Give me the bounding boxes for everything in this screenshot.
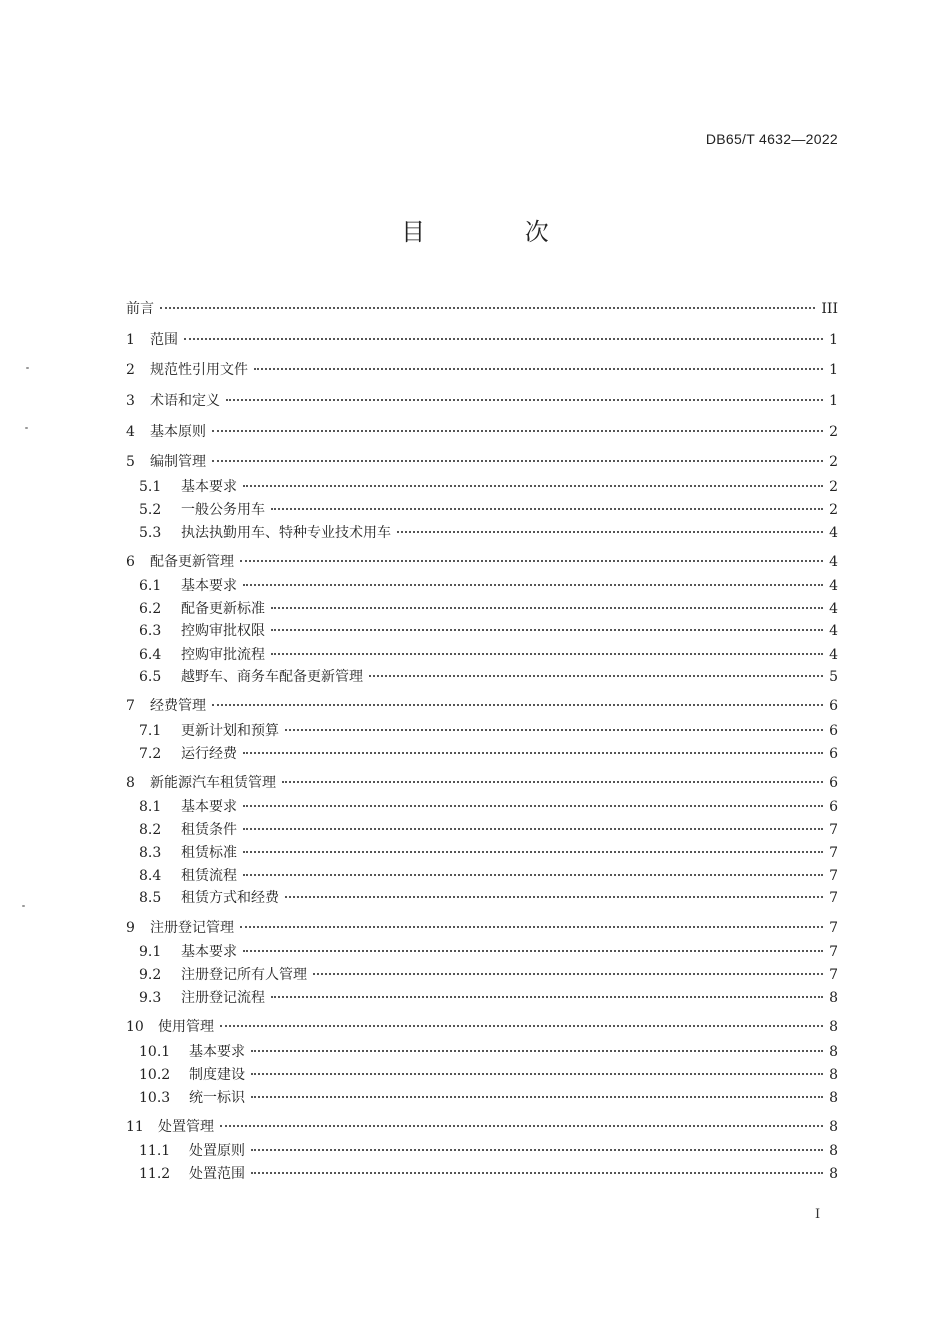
toc-entry-label: 基本要求 [181, 479, 237, 495]
toc-entry[interactable] [139, 744, 838, 764]
toc-entry-page: 2 [829, 454, 838, 470]
toc-entry-number: 9.2 [139, 967, 162, 983]
toc-dot-leader [251, 1096, 823, 1098]
toc-entry-page: 7 [829, 920, 838, 936]
toc-entry[interactable] [139, 523, 838, 543]
toc-entry-number: 7 [126, 698, 135, 714]
toc-entry-label: 基本原则 [150, 424, 206, 440]
toc-entry-label: 执法执勤用车、特种专业技术用车 [181, 525, 391, 541]
toc-dot-leader [243, 805, 823, 807]
toc-entry-page: 8 [829, 1067, 838, 1083]
toc-entry-number: 8.4 [139, 868, 162, 884]
scan-speck [25, 427, 28, 429]
toc-entry[interactable] [139, 988, 838, 1008]
toc-dot-leader [285, 896, 823, 898]
toc-entry-page: 6 [829, 698, 838, 714]
toc-dot-leader [369, 675, 823, 677]
toc-entry[interactable] [139, 621, 838, 641]
toc-entry[interactable] [139, 1042, 838, 1062]
toc-entry-label: 处置范围 [189, 1166, 245, 1182]
toc-entry-page: 8 [829, 1044, 838, 1060]
toc-entry-page: 1 [829, 393, 838, 409]
toc-entry[interactable] [139, 477, 838, 497]
toc-dot-leader [220, 1125, 823, 1127]
toc-dot-leader [285, 729, 823, 731]
toc-entry[interactable] [139, 1164, 838, 1184]
toc-dot-leader [240, 926, 823, 928]
toc-entry[interactable] [126, 1017, 838, 1037]
toc-dot-leader [220, 1025, 823, 1027]
toc-dot-leader [271, 653, 823, 655]
toc-entry-label: 越野车、商务车配备更新管理 [181, 669, 363, 685]
toc-entry[interactable] [126, 918, 838, 938]
toc-dot-leader [243, 485, 823, 487]
toc-entry[interactable] [139, 576, 838, 596]
toc-entry-number: 11.1 [139, 1143, 171, 1159]
toc-dot-leader [251, 1149, 823, 1151]
toc-entry-number: 11.2 [139, 1166, 171, 1182]
toc-entry-label: 处置原则 [189, 1143, 245, 1159]
toc-entry-label: 租赁标准 [181, 845, 237, 861]
toc-entry-page: 8 [829, 1019, 838, 1035]
toc-entry-label: 经费管理 [150, 698, 206, 714]
toc-entry[interactable] [139, 866, 838, 886]
toc-entry[interactable] [139, 599, 838, 619]
toc-entry-number: 6.4 [139, 647, 162, 663]
toc-entry-number: 9.3 [139, 990, 162, 1006]
toc-dot-leader [243, 584, 823, 586]
toc-dot-leader [243, 828, 823, 830]
toc-entry-label: 术语和定义 [150, 393, 220, 409]
toc-entry-number: 10.3 [139, 1090, 171, 1106]
toc-entry-label: 统一标识 [189, 1090, 245, 1106]
toc-entry-page: 6 [829, 746, 838, 762]
toc-entry[interactable] [126, 360, 838, 380]
toc-entry[interactable] [139, 645, 838, 665]
toc-entry-number: 8 [126, 775, 135, 791]
toc-dot-leader [251, 1050, 823, 1052]
toc-entry-number: 8.1 [139, 799, 162, 815]
toc-entry-number: 8.5 [139, 890, 162, 906]
toc-entry-number: 3 [126, 393, 135, 409]
toc-entry[interactable] [126, 1117, 838, 1137]
toc-entry-page: 5 [829, 669, 838, 685]
toc-entry-label: 新能源汽车租赁管理 [150, 775, 276, 791]
toc-entry[interactable] [139, 888, 838, 908]
toc-dot-leader [212, 430, 823, 432]
toc-dot-leader [251, 1172, 823, 1174]
toc-entry-number: 9.1 [139, 944, 162, 960]
toc-dot-leader [254, 368, 823, 370]
toc-entry-label: 编制管理 [150, 454, 206, 470]
toc-entry[interactable] [126, 330, 838, 350]
toc-entry-label: 使用管理 [158, 1019, 214, 1035]
toc-entry-page: 6 [829, 723, 838, 739]
toc-entry-number: 11 [126, 1119, 144, 1135]
toc-dot-leader [240, 560, 823, 562]
toc-dot-leader [212, 704, 823, 706]
toc-entry-page: 4 [829, 554, 838, 570]
toc-entry[interactable] [139, 942, 838, 962]
toc-entry-number: 6.1 [139, 578, 162, 594]
toc-entry-page: III [821, 301, 838, 317]
toc-dot-leader [184, 338, 823, 340]
toc-entry-label: 租赁条件 [181, 822, 237, 838]
toc-entry-page: 2 [829, 479, 838, 495]
toc-entry[interactable] [126, 452, 838, 472]
toc-entry-number: 5.1 [139, 479, 162, 495]
toc-entry-number: 5 [126, 454, 135, 470]
toc-entry-label: 配备更新标准 [181, 601, 265, 617]
toc-entry-page: 4 [829, 623, 838, 639]
toc-entry-label: 处置管理 [158, 1119, 214, 1135]
toc-dot-leader [271, 607, 823, 609]
toc-entry-page: 6 [829, 799, 838, 815]
toc-dot-leader [313, 973, 823, 975]
toc-entry-number: 2 [126, 362, 135, 378]
toc-entry-page: 8 [829, 1143, 838, 1159]
toc-entry-page: 2 [829, 502, 838, 518]
toc-entry-page: 4 [829, 647, 838, 663]
toc-entry-number: 9 [126, 920, 135, 936]
toc-entry-number: 7.1 [139, 723, 162, 739]
toc-entry[interactable] [126, 552, 838, 572]
toc-dot-leader [243, 950, 823, 952]
toc-entry-number: 10.1 [139, 1044, 171, 1060]
toc-entry-number: 6 [126, 554, 135, 570]
toc-entry-number: 8.2 [139, 822, 162, 838]
page-number: I [815, 1207, 821, 1222]
toc-entry-page: 8 [829, 990, 838, 1006]
toc-entry-page: 8 [829, 1166, 838, 1182]
toc-entry-page: 7 [829, 845, 838, 861]
toc-entry-number: 5.2 [139, 502, 162, 518]
toc-entry[interactable] [139, 843, 838, 863]
toc-entry-number: 6.5 [139, 669, 162, 685]
toc-entry[interactable] [139, 1088, 838, 1108]
toc-entry-label: 前言 [126, 301, 154, 317]
toc-dot-leader [243, 874, 823, 876]
toc-entry-label: 基本要求 [181, 578, 237, 594]
toc-entry-number: 5.3 [139, 525, 162, 541]
toc-entry-label: 更新计划和预算 [181, 723, 279, 739]
toc-dot-leader [271, 629, 823, 631]
toc-dot-leader [397, 531, 823, 533]
toc-dot-leader [271, 508, 823, 510]
toc-entry-page: 7 [829, 890, 838, 906]
toc-entry[interactable] [139, 1065, 838, 1085]
toc-entry-number: 1 [126, 332, 135, 348]
toc-entry[interactable] [139, 1141, 838, 1161]
toc-entry-page: 2 [829, 424, 838, 440]
toc-entry-page: 8 [829, 1090, 838, 1106]
toc-entry-label: 配备更新管理 [150, 554, 234, 570]
toc-dot-leader [160, 307, 815, 309]
toc-entry-label: 注册登记所有人管理 [181, 967, 307, 983]
toc-entry[interactable] [139, 721, 838, 741]
document-code: DB65/T 4632—2022 [705, 131, 838, 147]
toc-entry-page: 1 [829, 362, 838, 378]
toc-dot-leader [271, 996, 823, 998]
toc-entry-number: 8.3 [139, 845, 162, 861]
toc-entry-page: 7 [829, 868, 838, 884]
toc-dot-leader [243, 851, 823, 853]
toc-entry-label: 一般公务用车 [181, 502, 265, 518]
toc-dot-leader [226, 399, 823, 401]
toc-entry-label: 制度建设 [189, 1067, 245, 1083]
toc-entry[interactable] [126, 391, 838, 411]
toc-entry-label: 基本要求 [181, 799, 237, 815]
toc-entry[interactable] [139, 820, 838, 840]
toc-entry-label: 运行经费 [181, 746, 237, 762]
toc-entry-label: 基本要求 [189, 1044, 245, 1060]
page-title: 目 次 [401, 218, 595, 246]
toc-entry-number: 6.2 [139, 601, 162, 617]
toc-entry-label: 租赁方式和经费 [181, 890, 279, 906]
toc-entry-page: 4 [829, 601, 838, 617]
toc-entry-page: 8 [829, 1119, 838, 1135]
toc-entry[interactable] [139, 667, 838, 687]
toc-dot-leader [251, 1073, 823, 1075]
toc-entry-number: 6.3 [139, 623, 162, 639]
toc-entry[interactable] [126, 422, 838, 442]
toc-entry-number: 7.2 [139, 746, 162, 762]
toc-entry-label: 规范性引用文件 [150, 362, 248, 378]
toc-entry-page: 7 [829, 944, 838, 960]
toc-dot-leader [282, 781, 823, 783]
scan-speck [22, 905, 25, 907]
toc-entry-number: 10.2 [139, 1067, 171, 1083]
toc-entry-page: 7 [829, 822, 838, 838]
toc-entry[interactable] [126, 696, 838, 716]
toc-entry-number: 4 [126, 424, 135, 440]
toc-entry-label: 租赁流程 [181, 868, 237, 884]
toc-entry[interactable] [126, 299, 838, 319]
toc-entry-page: 7 [829, 967, 838, 983]
toc-entry-label: 控购审批流程 [181, 647, 265, 663]
toc-entry-label: 范围 [150, 332, 178, 348]
toc-entry-page: 4 [829, 578, 838, 594]
toc-entry[interactable] [139, 500, 838, 520]
toc-entry-label: 控购审批权限 [181, 623, 265, 639]
toc-entry-page: 1 [829, 332, 838, 348]
toc-entry-page: 4 [829, 525, 838, 541]
toc-dot-leader [243, 752, 823, 754]
scan-speck [26, 367, 29, 369]
toc-entry[interactable] [139, 965, 838, 985]
toc-entry[interactable] [126, 773, 838, 793]
toc-dot-leader [212, 460, 823, 462]
toc-entry-label: 基本要求 [181, 944, 237, 960]
toc-entry-number: 10 [126, 1019, 144, 1035]
toc-entry[interactable] [139, 797, 838, 817]
toc-entry-page: 6 [829, 775, 838, 791]
toc-entry-label: 注册登记流程 [181, 990, 265, 1006]
toc-entry-label: 注册登记管理 [150, 920, 234, 936]
